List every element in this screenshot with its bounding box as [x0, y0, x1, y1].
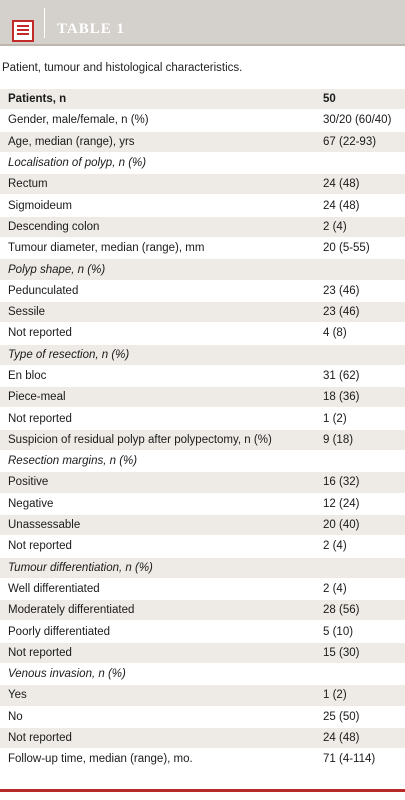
table-icon [12, 20, 34, 42]
row-value: 23 (46) [323, 284, 360, 297]
row-value: 12 (24) [323, 497, 360, 510]
row-value: 50 [323, 93, 336, 106]
row-label: Not reported [8, 412, 72, 425]
table-row [0, 621, 405, 642]
table-row [0, 281, 405, 302]
row-label: Positive [8, 476, 49, 489]
row-label: Negative [8, 497, 54, 510]
row-label: Yes [8, 689, 27, 702]
table-row [0, 643, 405, 664]
row-value: 1 (2) [323, 689, 347, 702]
table-row [0, 408, 405, 429]
row-label: Descending colon [8, 220, 100, 233]
table-row [0, 515, 405, 536]
row-label: Patients, n [8, 93, 67, 106]
row-value: 9 (18) [323, 433, 354, 446]
row-label: Well differentiated [8, 582, 100, 595]
row-value: 20 (40) [323, 519, 360, 532]
row-value: 4 (8) [323, 327, 347, 340]
row-value: 24 (48) [323, 199, 360, 212]
row-label: No [8, 710, 23, 723]
row-label: Not reported [8, 327, 72, 340]
table-row [0, 217, 405, 238]
table-footer-rule [0, 789, 405, 792]
section-header-row [0, 153, 405, 174]
table-caption: Patient, tumour and histological characteristics. [2, 62, 243, 74]
table-row [0, 579, 405, 600]
table-row [0, 89, 405, 110]
row-value: 23 (46) [323, 306, 360, 319]
table-row [0, 195, 405, 216]
row-value: 20 (5-55) [323, 242, 370, 255]
row-label: Type of resection, n (%) [8, 348, 130, 361]
row-value: 18 (36) [323, 391, 360, 404]
row-label: Rectum [8, 178, 48, 191]
row-label: Piece-meal [8, 391, 66, 404]
row-label: Localisation of polyp, n (%) [8, 157, 147, 170]
row-value: 2 (4) [323, 220, 347, 233]
table-row [0, 536, 405, 557]
header-divider [44, 8, 45, 38]
table-row [0, 302, 405, 323]
section-header-row [0, 664, 405, 685]
header-underline [0, 44, 405, 46]
row-value: 5 (10) [323, 625, 354, 638]
row-label: Venous invasion, n (%) [8, 668, 126, 681]
table-row [0, 472, 405, 493]
row-label: Follow-up time, median (range), mo. [8, 753, 193, 766]
table-row [0, 749, 405, 770]
row-label: En bloc [8, 370, 47, 382]
row-label: Unassessable [8, 519, 81, 532]
row-label: Tumour diameter, median (range), mm [8, 242, 205, 255]
row-value: 30/20 (60/40) [323, 114, 392, 127]
table-row [0, 238, 405, 259]
row-value: 2 (4) [323, 540, 347, 553]
row-value: 2 (4) [323, 582, 347, 595]
row-label: Not reported [8, 540, 72, 553]
table-row [0, 494, 405, 515]
row-value: 28 (56) [323, 604, 360, 617]
row-value: 71 (4-114) [323, 753, 376, 766]
table-row [0, 707, 405, 728]
row-value: 25 (50) [323, 710, 360, 723]
table-row [0, 600, 405, 621]
table-row [0, 366, 405, 387]
table-header-bar [0, 0, 405, 44]
row-value: 24 (48) [323, 178, 360, 191]
row-label: Tumour differentiation, n (%) [8, 561, 153, 574]
table-row [0, 110, 405, 131]
section-header-row [0, 259, 405, 280]
row-value: 24 (48) [323, 732, 360, 745]
row-label: Not reported [8, 646, 72, 659]
table-row [0, 174, 405, 195]
row-value: 31 (62) [323, 370, 360, 382]
table-row [0, 323, 405, 344]
table-row [0, 728, 405, 749]
table-row [0, 430, 405, 451]
row-label: Sessile [8, 306, 46, 319]
row-value: 15 (30) [323, 646, 360, 659]
row-label: Age, median (range), yrs [8, 135, 135, 148]
row-label: Pedunculated [8, 284, 79, 297]
row-label: Resection margins, n (%) [8, 455, 138, 468]
row-label: Gender, male/female, n (%) [8, 114, 149, 127]
row-label: Poorly differentiated [8, 625, 111, 638]
row-label: Moderately differentiated [8, 604, 135, 617]
row-value: 1 (2) [323, 412, 347, 425]
row-value: 67 (22-93) [323, 135, 377, 148]
row-label: Sigmoideum [8, 199, 72, 212]
section-header-row [0, 558, 405, 579]
characteristics-table [0, 89, 405, 771]
row-label: Suspicion of residual polyp after polypectomy, n (%) [8, 433, 272, 446]
table-row [0, 387, 405, 408]
row-label: Not reported [8, 732, 72, 745]
row-label: Polyp shape, n (%) [8, 263, 106, 276]
table-title: TABLE 1 [57, 21, 125, 37]
table-row [0, 132, 405, 153]
section-header-row [0, 345, 405, 366]
table-row [0, 685, 405, 706]
row-value: 16 (32) [323, 476, 360, 489]
section-header-row [0, 451, 405, 472]
